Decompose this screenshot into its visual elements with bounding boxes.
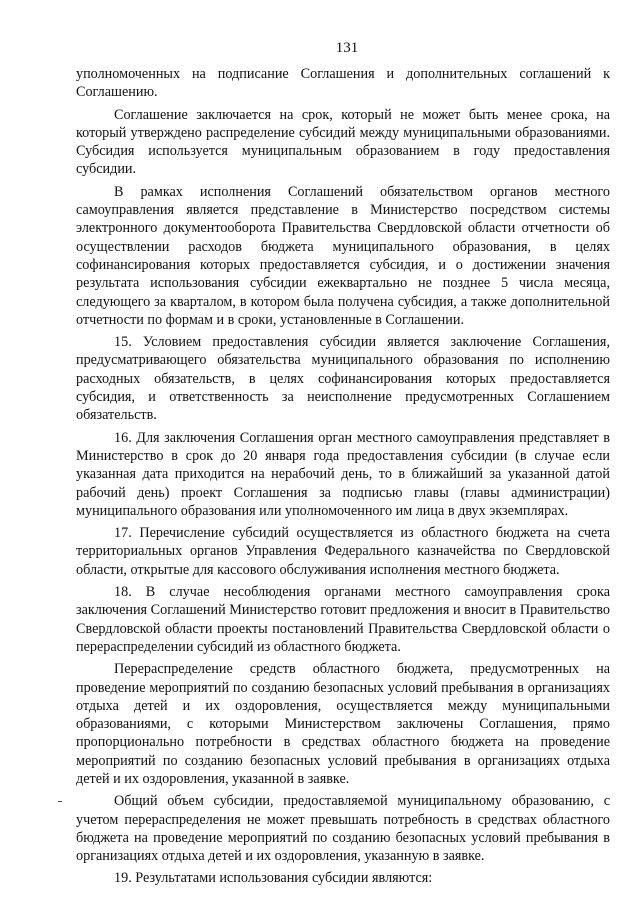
paragraph-item-18: 18. В случае несоблюдения органами местного самоуправления срока заключения Соглашений Министерство готовит предложения и вносит в Правительство Свердловской области проекты постановлений Правительства Свердловской области о перераспределении субсидий из областного бюджета.	[76, 584, 610, 655]
paragraph-item-16: 16. Для заключения Соглашения орган местного самоуправления представляет в Министерство в срок до 20 января года предоставления субсидии (в случае если указанная дата приходится на нерабочий день, то в ближайший за указанной датой рабочий день) проект Соглашения за подписью главы (главы администрации) муниципального образования или уполномоченного им лица в двух экземплярах.	[76, 429, 610, 519]
paragraph-total-amount: Общий объем субсидии, предоставляемой муниципальному образованию, с учетом перераспределения не может превышать потребность в средствах областного бюджета на проведение мероприятий по созданию безопасных условий пребывания в организациях отдыха детей и их оздоровления, указанную в заявке.	[76, 793, 610, 865]
paragraph-redistribution: Перераспределение средств областного бюджета, предусмотренных на проведение мероприятий по созданию безопасных условий пребывания в организациях отдыха детей и их оздоровления, осуществляется между муниципальными образованиями, с которыми Министерством заключены Соглашения, прямо пропорционально потребности в средствах областного бюджета на проведение мероприятий по созданию безопасных условий пребывания в организациях отдыха детей и их оздоровления, указанной в заявке.	[76, 661, 610, 787]
paragraph-item-19: 19. Результатами использования субсидии являются:	[114, 870, 433, 887]
paragraph-continuation: уполномоченных на подписание Соглашения и дополнительных соглашений к Соглашению.	[76, 66, 610, 101]
paragraph-reporting-obligation: В рамках исполнения Соглашений обязательством органов местного самоуправления является представление в Министерство посредством системы электронного документооборота Правительства Свердловской области отчетности об осуществлении расходов бюджета муниципального образования, в целях софинансирования которых предоставляется субсидия, и о достижении значения результата использования субсидии ежеквартально не позднее 5 числа месяца, следующего за кварталом, в котором была получена субсидия, а также дополнительной отчетности по формам и в сроки, установленные в Соглашении.	[76, 183, 610, 328]
paragraph-item-17: 17. Перечисление субсидий осуществляется из областного бюджета на счета территориальных органов Управления Федерального казначейства по Свердловской области, открытые для кассового обслуживания исполнения местного бюджета.	[76, 525, 610, 578]
page-number: 131	[335, 40, 359, 56]
paragraph-item-15: 15. Условием предоставления субсидии является заключение Соглашения, предусматривающего обязательства муниципального образования по исполнению расходных обязательств, в целях софинансирования которых предоставляется субсидия, и ответственность за неисполнение предусмотренных Соглашением обязательств.	[76, 334, 610, 424]
paragraph-agreement-term: Соглашение заключается на срок, который не может быть менее срока, на который утверждено распределение субсидий между муниципальными образованиями. Субсидия используется муниципальным образованием в году предоставления субсидии.	[76, 106, 610, 178]
margin-mark	[58, 801, 62, 802]
